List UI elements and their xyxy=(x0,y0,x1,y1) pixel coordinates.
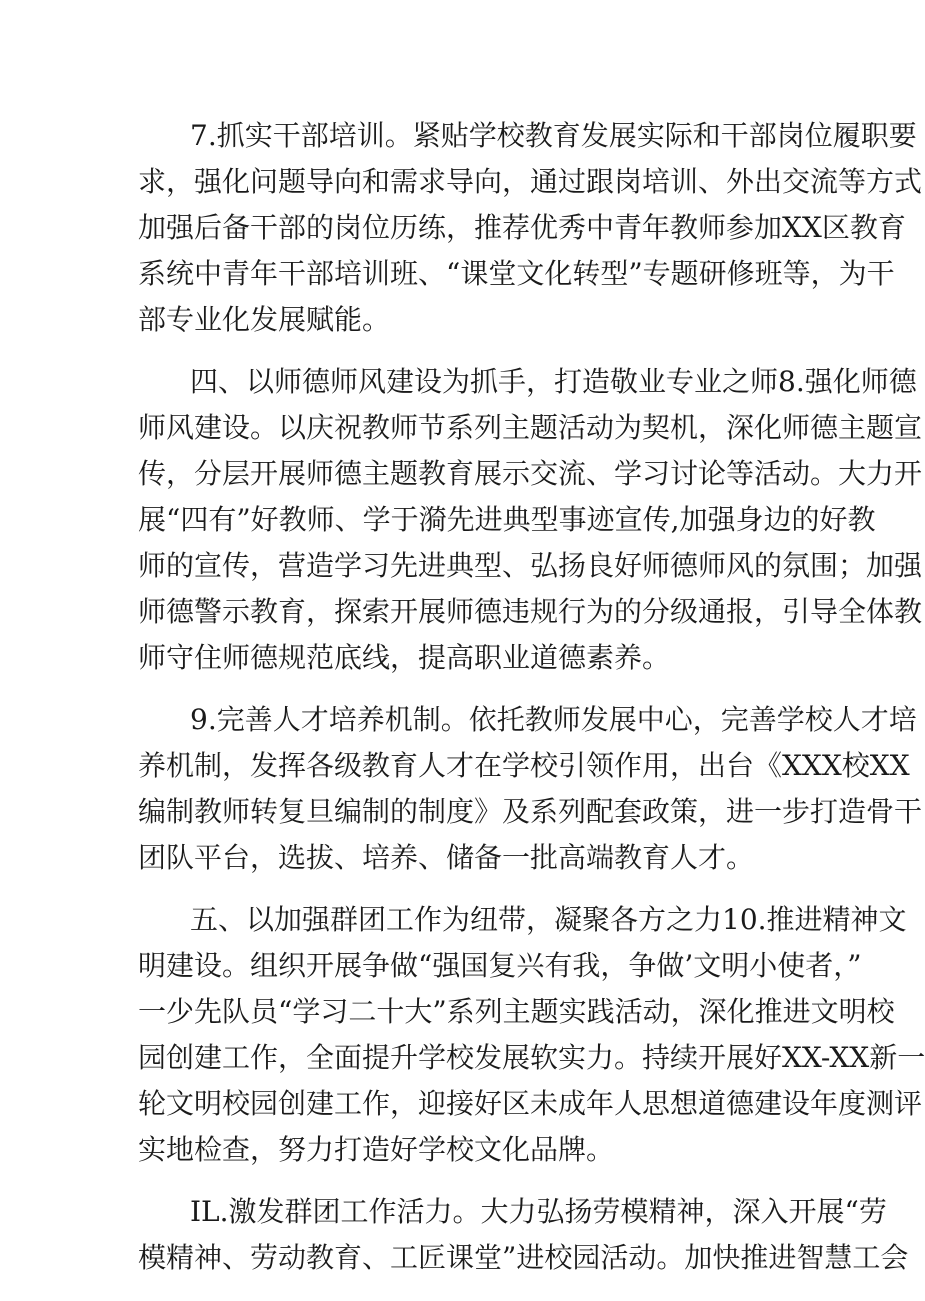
text-line: 加强后备干部的岗位历练，推荐优秀中青年教师参加XX区教育 xyxy=(138,211,906,244)
text-line: 9.完善人才培养机制。依托教师发展中心，完善学校人才培 xyxy=(190,703,917,736)
text-line: 师的宣传，营造学习先进典型、弘扬良好师德师风的氛围；加强 xyxy=(138,549,923,582)
text-line: 四、以师德师风建设为抓手，打造敬业专业之师8.强化师德 xyxy=(190,365,917,398)
text-line: 一少先队员“学习二十大”系列主题实践活动，深化推进文明校 xyxy=(138,995,895,1028)
text-line: 传，分层开展师德主题教育展示交流、学习讨论等活动。大力开 xyxy=(138,457,923,490)
text-line: 五、以加强群团工作为纽带，凝聚各方之力10.推进精神文 xyxy=(190,903,907,936)
text-line: 明建设。组织开展争做“强国复兴有我，争做’文明小使者，” xyxy=(138,949,862,982)
text-line: 轮文明校园创建工作，迎接好区未成年人思想道德建设年度测评 xyxy=(138,1087,923,1120)
paragraph-talent-cultivation xyxy=(138,697,923,881)
text-line: 展“四有”好教师、学于漪先进典型事迹宣传,加强身边的好教 xyxy=(138,503,876,536)
paragraph-teacher-ethics xyxy=(138,359,923,681)
text-line: 系统中青年干部培训班、“课堂文化转型”专题研修班等，为干 xyxy=(138,257,895,290)
text-line: 园创建工作，全面提升学校发展软实力。持续开展好XX-XX新一 xyxy=(138,1041,925,1074)
text-line: 师风建设。以庆祝教师节系列主题活动为契机，深化师德主题宣 xyxy=(138,411,923,444)
paragraph-group-vitality xyxy=(138,1189,909,1281)
text-line: 师德警示教育，探索开展师德违规行为的分级通报，引导全体教 xyxy=(138,595,923,628)
paragraph-cadre-training xyxy=(138,113,923,343)
text-line: 团队平台，选拔、培养、储备一批高端教育人才。 xyxy=(138,841,755,874)
paragraph-civilization-building xyxy=(138,897,925,1173)
text-line: 编制教师转复旦编制的制度》及系列配套政策，进一步打造骨干 xyxy=(138,795,923,828)
text-line: 7.抓实干部培训。紧贴学校教育发展实际和干部岗位履职要 xyxy=(190,119,917,152)
text-line: 部专业化发展赋能。 xyxy=(138,303,391,336)
text-line: 养机制，发挥各级教育人才在学校引领作用，出台《XXX校XX xyxy=(138,749,910,782)
document-body xyxy=(138,113,925,1297)
text-line: 模精神、劳动教育、工匠课堂”进校园活动。加快推进智慧工会 xyxy=(138,1241,909,1274)
text-line: 实地检查，努力打造好学校文化品牌。 xyxy=(138,1133,615,1166)
text-line: IL.激发群团工作活力。大力弘扬劳模精神，深入开展“劳 xyxy=(190,1195,887,1228)
text-line: 师守住师德规范底线，提高职业道德素养。 xyxy=(138,641,671,674)
text-line: 求，强化问题导向和需求导向，通过跟岗培训、外出交流等方式 xyxy=(138,165,923,198)
